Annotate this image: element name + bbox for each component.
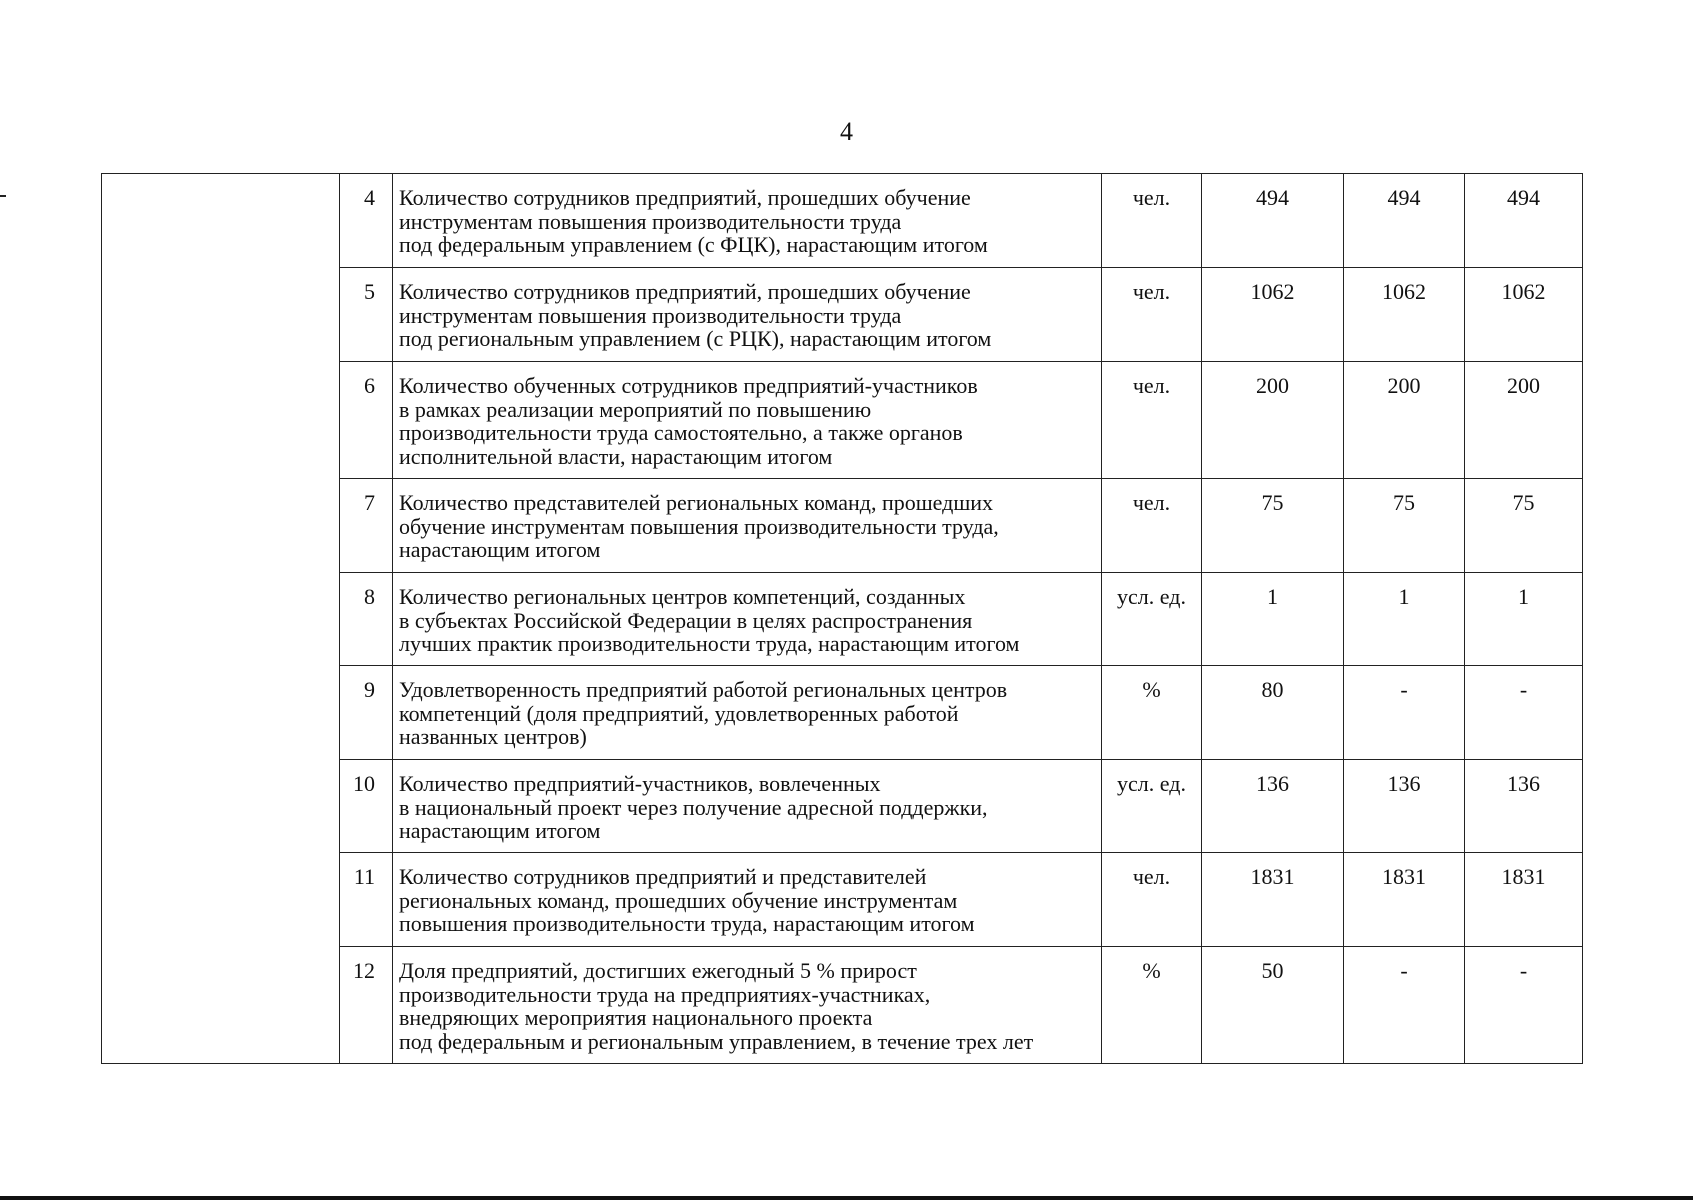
unit-cell: усл. ед. <box>1102 573 1202 666</box>
indicator-name-line: Удовлетворенность предприятий работой региональных центров <box>399 677 1008 702</box>
unit-cell: чел. <box>1102 362 1202 479</box>
value-cell: 75 <box>1344 479 1465 573</box>
indicator-name <box>393 573 1102 666</box>
indicator-name <box>393 853 1102 947</box>
indicator-name <box>393 479 1102 573</box>
row-number: 10 <box>340 760 393 853</box>
indicator-name-line: нарастающим итогом <box>399 537 601 562</box>
indicator-name-line: региональных команд, прошедших обучение инструментам <box>399 887 958 913</box>
indicator-name-line: обучение инструментам повышения производительности труда, <box>399 513 999 539</box>
indicator-name-line: компетенций (доля предприятий, удовлетворенных работой <box>399 700 959 726</box>
indicator-name-line: нарастающим итогом <box>399 818 601 843</box>
value-cell: - <box>1465 947 1583 1064</box>
unit-cell: % <box>1102 666 1202 760</box>
indicator-name-line: Количество сотрудников предприятий, прошедших обучение <box>399 279 971 304</box>
value-cell: 1831 <box>1465 853 1583 947</box>
unit-cell: чел. <box>1102 268 1202 362</box>
indicator-name-line: Количество сотрудников предприятий, прошедших обучение <box>399 185 971 210</box>
indicator-name-line: в рамках реализации мероприятий по повышению <box>399 396 872 422</box>
indicator-name <box>393 666 1102 760</box>
value-cell: 50 <box>1202 947 1344 1064</box>
row-number: 6 <box>340 362 393 479</box>
value-cell: 1062 <box>1344 268 1465 362</box>
indicator-name <box>393 174 1102 268</box>
value-cell: 1 <box>1344 573 1465 666</box>
indicator-name-line: в субъектах Российской Федерации в целях распространения <box>399 607 973 633</box>
row-number: 5 <box>340 268 393 362</box>
value-cell: 80 <box>1202 666 1344 760</box>
indicator-name-line: инструментам повышения производительности труда <box>399 208 902 234</box>
indicator-name-line: инструментам повышения производительности труда <box>399 302 902 328</box>
value-cell: 494 <box>1344 174 1465 268</box>
value-cell: 1062 <box>1465 268 1583 362</box>
indicator-name-line: названных центров) <box>399 724 587 749</box>
value-cell: 494 <box>1202 174 1344 268</box>
indicators-table <box>101 173 1583 1064</box>
value-cell: 1831 <box>1344 853 1465 947</box>
value-cell: 136 <box>1344 760 1465 853</box>
blank-column-cell <box>102 174 340 1064</box>
value-cell: - <box>1344 947 1465 1064</box>
indicator-name-line: производительности труда самостоятельно, а также органов <box>399 420 963 445</box>
row-number: 11 <box>340 853 393 947</box>
indicator-name-line: повышения производительности труда, нарастающим итогом <box>399 911 975 936</box>
indicator-name <box>393 760 1102 853</box>
indicator-name-line: под федеральным и региональным управлением, в течение трех лет <box>399 1028 1034 1054</box>
indicator-name-line: под региональным управлением (с РЦК), нарастающим итогом <box>399 326 992 351</box>
indicator-name <box>393 947 1102 1064</box>
page-number: 4 <box>840 117 853 146</box>
indicator-name-line: Доля предприятий, достигших ежегодный 5 % прирост <box>399 958 917 983</box>
indicator-name-line: в национальный проект через получение адресной поддержки, <box>399 794 988 820</box>
indicator-name-line: Количество обученных сотрудников предприятий-участников <box>399 373 978 398</box>
value-cell: 1831 <box>1202 853 1344 947</box>
row-number: 7 <box>340 479 393 573</box>
row-number: 9 <box>340 666 393 760</box>
indicator-name <box>393 268 1102 362</box>
unit-cell: усл. ед. <box>1102 760 1202 853</box>
value-cell: 136 <box>1202 760 1344 853</box>
value-cell: 200 <box>1344 362 1465 479</box>
value-cell: 494 <box>1465 174 1583 268</box>
value-cell: 1062 <box>1202 268 1344 362</box>
indicator-name-line: Количество региональных центров компетенций, созданных <box>399 584 966 609</box>
value-cell: 1 <box>1465 573 1583 666</box>
value-cell: 136 <box>1465 760 1583 853</box>
unit-cell: % <box>1102 947 1202 1064</box>
row-number: 8 <box>340 573 393 666</box>
indicator-name <box>393 362 1102 479</box>
indicator-name-line: Количество предприятий-участников, вовлеченных <box>399 771 881 796</box>
scan-edge-bottom <box>0 1196 1693 1200</box>
indicator-name-line: под федеральным управлением (с ФЦК), нарастающим итогом <box>399 232 988 257</box>
value-cell: 75 <box>1202 479 1344 573</box>
value-cell: 75 <box>1465 479 1583 573</box>
row-number: 12 <box>340 947 393 1064</box>
row-number: 4 <box>340 174 393 268</box>
scan-edge-mark <box>0 195 6 197</box>
unit-cell: чел. <box>1102 174 1202 268</box>
indicator-name-line: лучших практик производительности труда, нарастающим итогом <box>399 631 1020 656</box>
indicator-name-line: внедряющих мероприятия национального проекта <box>399 1005 873 1030</box>
unit-cell: чел. <box>1102 479 1202 573</box>
indicator-name-line: Количество представителей региональных команд, прошедших <box>399 490 994 515</box>
table-row <box>102 174 1583 268</box>
indicator-name-line: исполнительной власти, нарастающим итогом <box>399 443 833 469</box>
indicator-name-line: Количество сотрудников предприятий и представителей <box>399 864 927 889</box>
value-cell: - <box>1465 666 1583 760</box>
value-cell: 1 <box>1202 573 1344 666</box>
value-cell: - <box>1344 666 1465 760</box>
unit-cell: чел. <box>1102 853 1202 947</box>
indicator-name-line: производительности труда на предприятиях-участниках, <box>399 981 931 1007</box>
value-cell: 200 <box>1202 362 1344 479</box>
value-cell: 200 <box>1465 362 1583 479</box>
